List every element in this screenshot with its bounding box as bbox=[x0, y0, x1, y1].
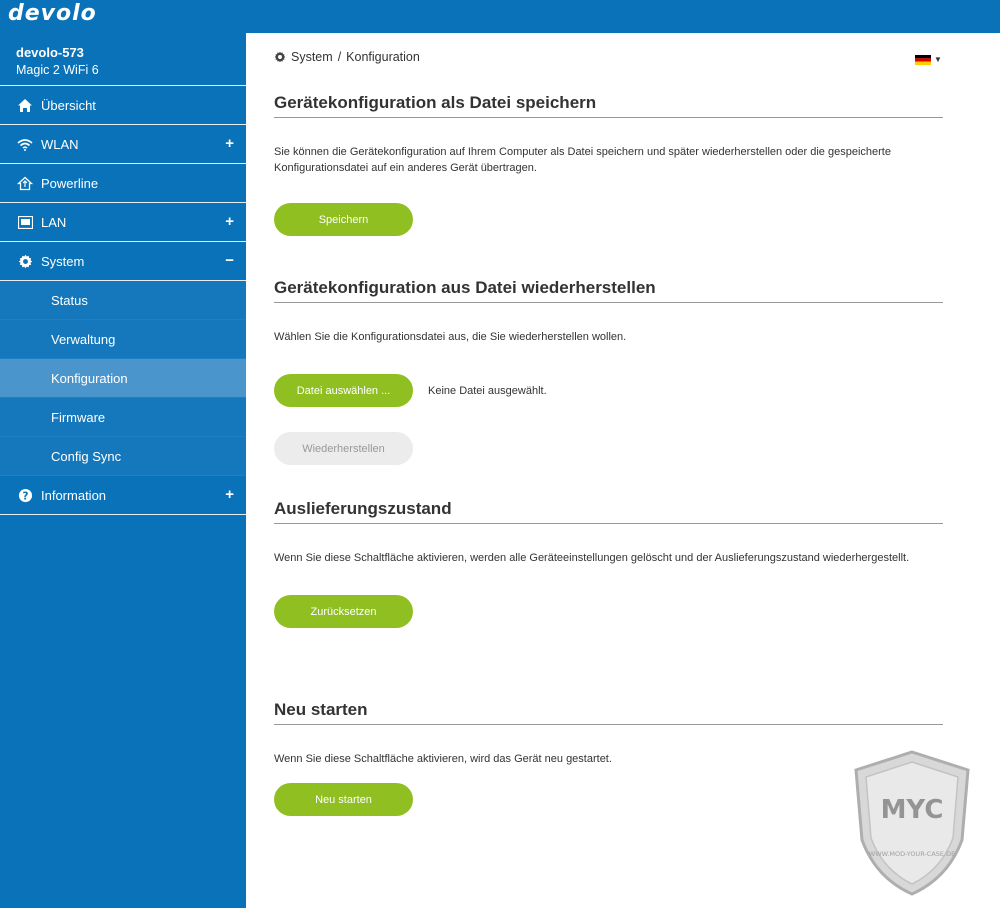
no-file-label: Keine Datei ausgewählt. bbox=[428, 385, 547, 397]
svg-text:?: ? bbox=[22, 489, 28, 502]
restore-button[interactable]: Wiederherstellen bbox=[274, 432, 413, 465]
choose-file-button[interactable]: Datei auswählen ... bbox=[274, 374, 413, 407]
sidebar-item-powerline[interactable] bbox=[0, 164, 246, 203]
expand-plus-icon[interactable]: + bbox=[225, 135, 234, 152]
reboot-button[interactable]: Neu starten bbox=[274, 783, 413, 816]
section-title-reboot: Neu starten bbox=[274, 700, 943, 725]
sidebar-item-label: WLAN bbox=[41, 136, 79, 152]
devolo-logo[interactable]: devolo bbox=[8, 1, 97, 26]
sidebar-item-system[interactable] bbox=[0, 242, 246, 281]
reset-button[interactable]: Zurücksetzen bbox=[274, 595, 413, 628]
breadcrumb bbox=[274, 50, 420, 64]
expand-plus-icon[interactable]: + bbox=[225, 486, 234, 503]
language-flag-de-icon[interactable] bbox=[915, 55, 931, 65]
sidebar-subitem-status[interactable]: Status bbox=[0, 281, 246, 320]
watermark-letters: MYC bbox=[880, 795, 944, 825]
question-circle-icon bbox=[17, 487, 33, 503]
watermark-shield-logo bbox=[848, 748, 976, 898]
section-title-save: Gerätekonfiguration als Datei speichern bbox=[274, 93, 943, 118]
save-button[interactable]: Speichern bbox=[274, 203, 413, 236]
top-bar bbox=[0, 0, 1000, 33]
sidebar-item-label: Übersicht bbox=[41, 97, 96, 113]
sidebar-item-lan[interactable] bbox=[0, 203, 246, 242]
sidebar-item-wlan[interactable] bbox=[0, 125, 246, 164]
powerline-house-icon bbox=[17, 175, 33, 191]
breadcrumb-current: Konfiguration bbox=[346, 50, 420, 64]
device-name: devolo-573 bbox=[16, 45, 84, 60]
gear-icon bbox=[274, 51, 286, 63]
sidebar-item-label: System bbox=[41, 253, 85, 269]
sidebar-subitem-verwaltung[interactable]: Verwaltung bbox=[0, 320, 246, 359]
sidebar-item-label: Powerline bbox=[41, 175, 99, 191]
sidebar-item-label: Information bbox=[41, 487, 107, 503]
sidebar-subitem-konfiguration[interactable]: Konfiguration bbox=[0, 359, 246, 398]
wifi-icon bbox=[17, 136, 33, 152]
sidebar-item-label: LAN bbox=[41, 214, 67, 230]
lan-port-icon bbox=[17, 214, 33, 230]
breadcrumb-system[interactable]: System bbox=[291, 50, 333, 64]
device-model: Magic 2 WiFi 6 bbox=[16, 63, 99, 77]
section-text-restore: Wählen Sie die Konfigurationsdatei aus, die Sie wiederherstellen wollen. bbox=[274, 331, 627, 343]
expand-plus-icon[interactable]: + bbox=[225, 213, 234, 230]
section-text-reboot: Wenn Sie diese Schaltfläche aktivieren, wird das Gerät neu gestartet. bbox=[274, 753, 612, 765]
sidebar-subitem-config-sync[interactable]: Config Sync bbox=[0, 437, 246, 476]
sidebar bbox=[0, 33, 246, 908]
sidebar-item-uebersicht[interactable] bbox=[0, 86, 246, 125]
section-title-restore: Gerätekonfiguration aus Datei wiederherstellen bbox=[274, 278, 943, 303]
section-text-save: Sie können die Gerätekonfiguration auf Ihrem Computer als Datei speichern und später wiederherstellen oder die gespeicherte Konfigurationsdatei auf ein anderes Gerät übertragen. bbox=[274, 146, 891, 174]
language-caret-icon[interactable]: ▼ bbox=[934, 55, 942, 64]
watermark-url: WWW.MOD-YOUR-CASE.DE bbox=[868, 850, 956, 858]
breadcrumb-separator: / bbox=[337, 50, 342, 64]
sidebar-subitem-firmware[interactable]: Firmware bbox=[0, 398, 246, 437]
gear-icon bbox=[17, 253, 33, 269]
section-title-factory: Auslieferungszustand bbox=[274, 499, 943, 524]
section-text-factory: Wenn Sie diese Schaltfläche aktivieren, werden alle Geräteeinstellungen gelöscht und der Auslieferungszustand wiederhergestellt. bbox=[274, 552, 910, 564]
home-icon bbox=[17, 97, 33, 113]
device-info bbox=[0, 33, 246, 86]
sidebar-item-information[interactable] bbox=[0, 476, 246, 515]
collapse-minus-icon[interactable]: − bbox=[225, 252, 234, 269]
